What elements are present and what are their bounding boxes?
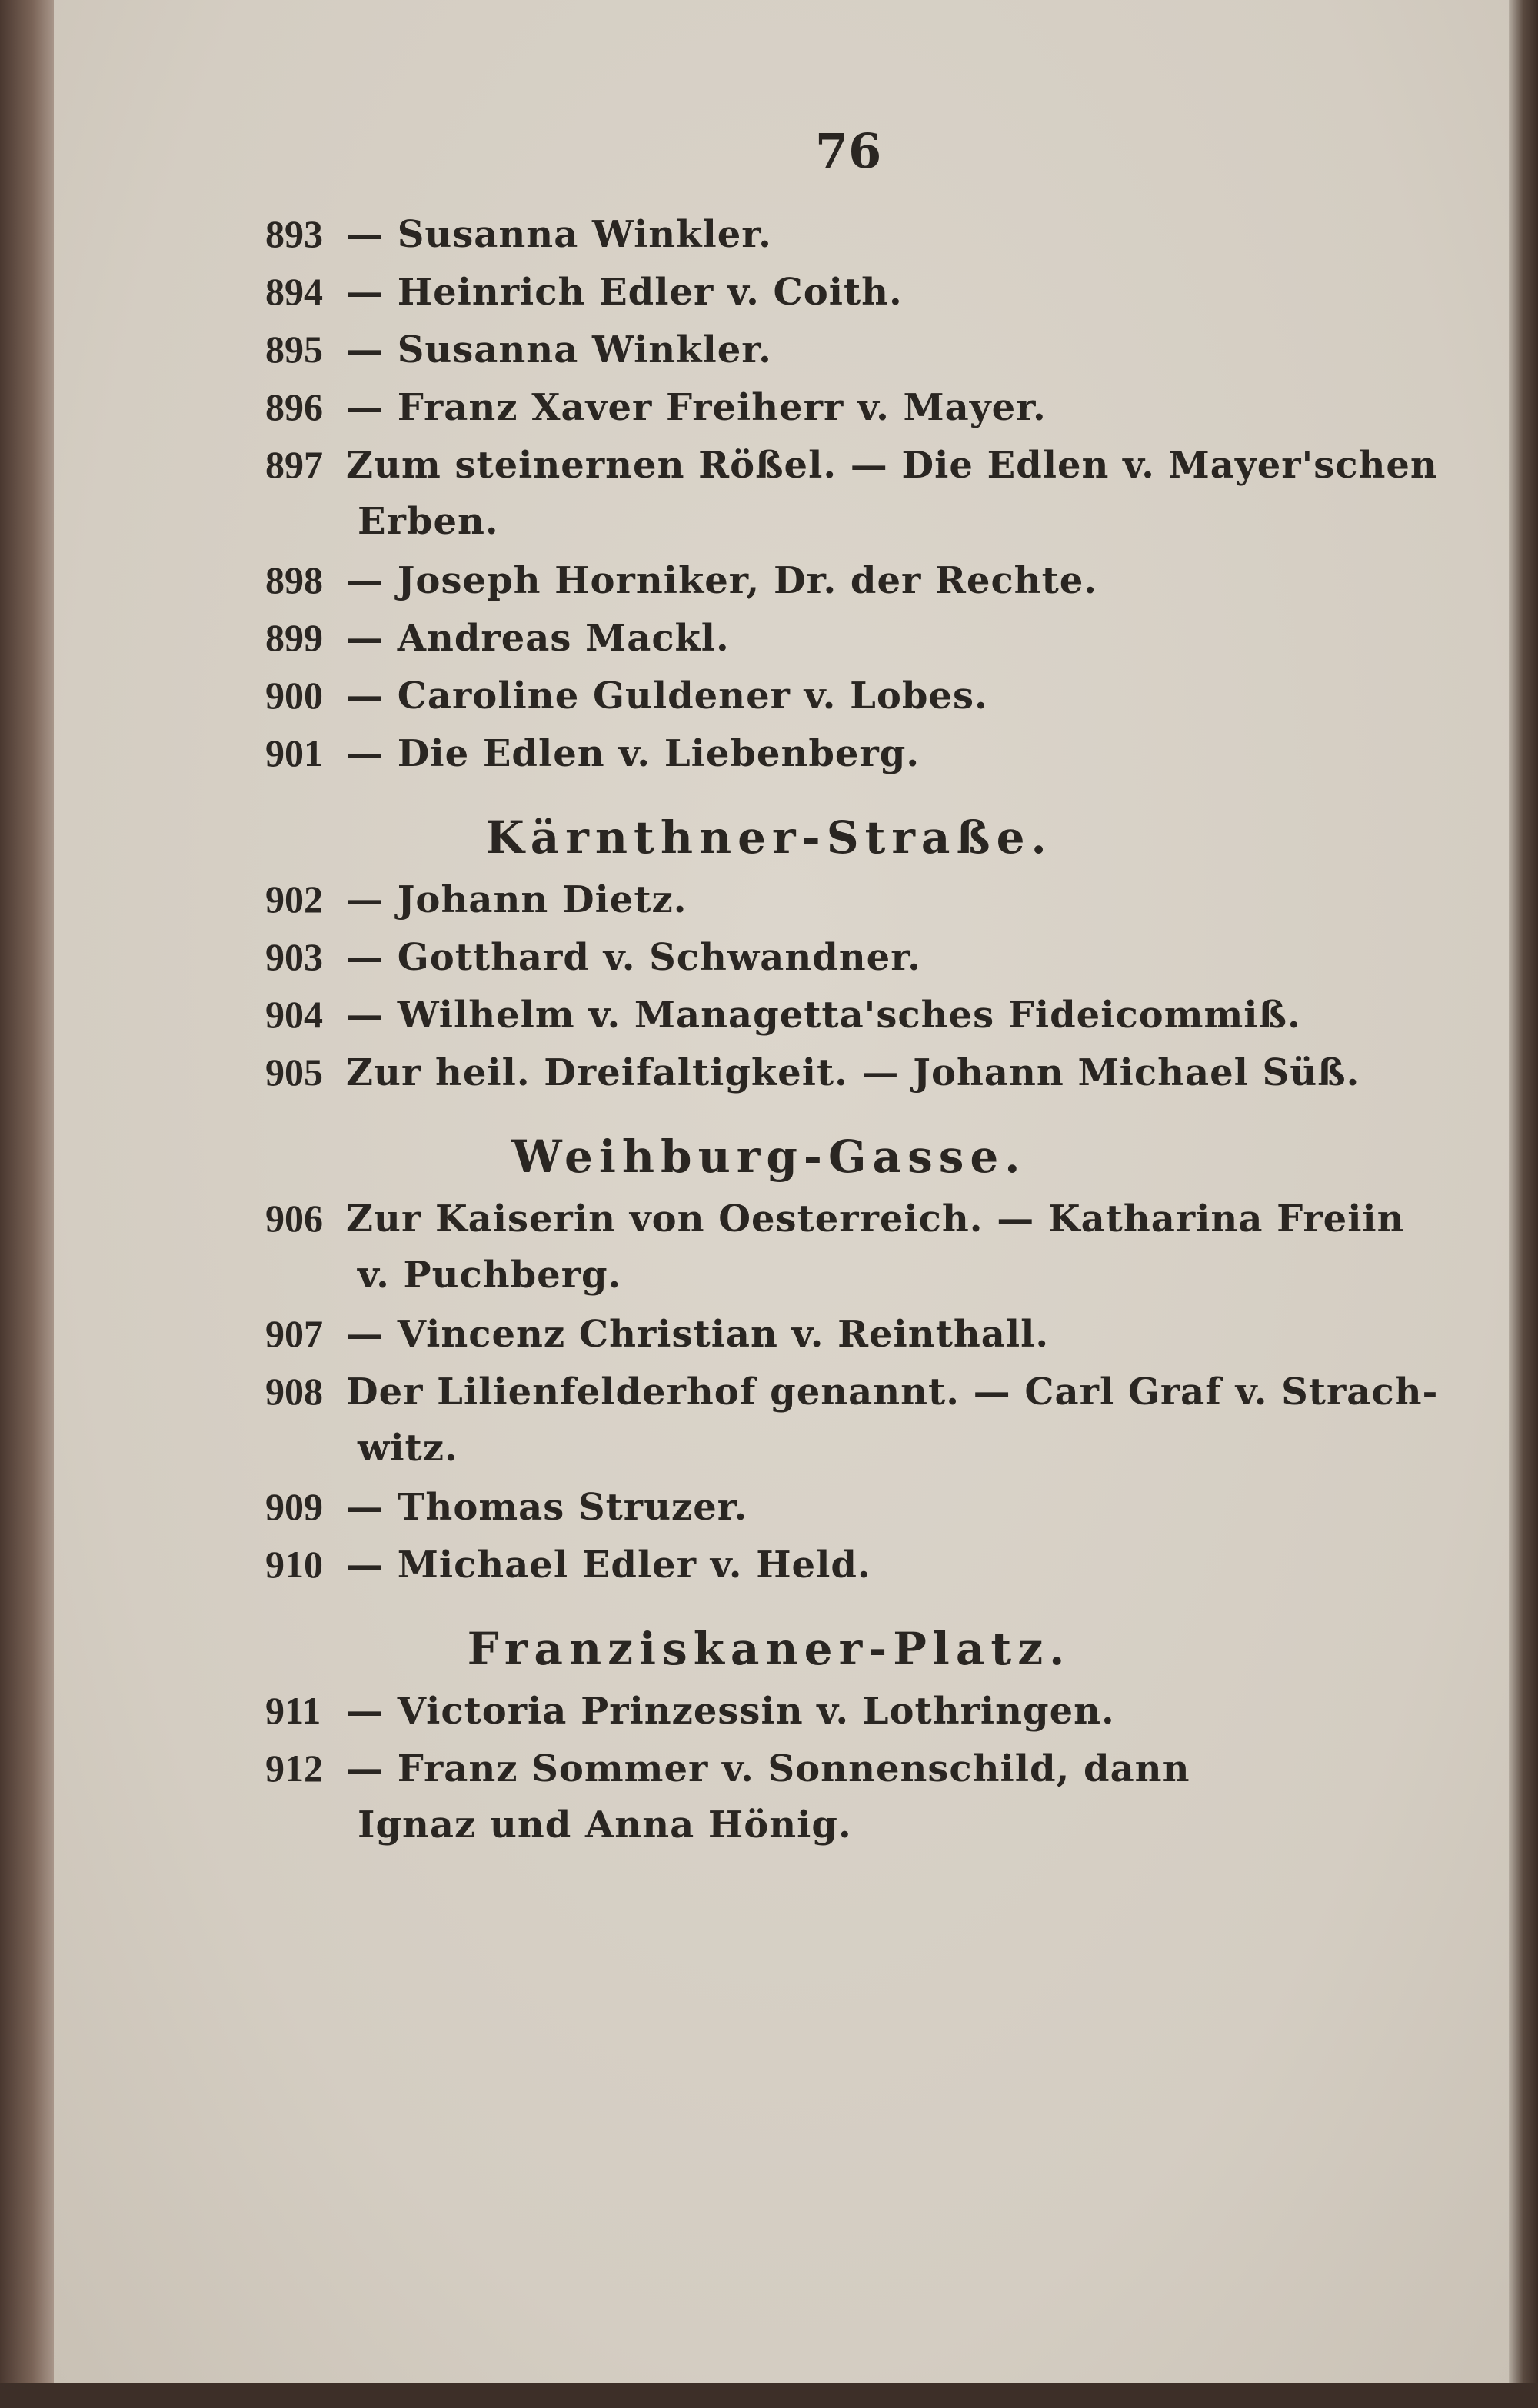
entry-text: Zur heil. Dreifaltigkeit. — Johann Michael Süß. [346, 1051, 1360, 1094]
book-spine-edge [0, 0, 54, 2408]
entry-text: Zur Kaiserin von Oesterreich. — Katharina Freiin [346, 1197, 1405, 1241]
entry-text: — Franz Sommer v. Sonnenschild, dann [346, 1747, 1190, 1790]
entry-row [265, 442, 1438, 487]
entry-row [265, 1746, 1190, 1790]
house-number: 908 [265, 1370, 323, 1413]
entry-row [265, 211, 772, 256]
section-heading: Weihburg-Gasse. [511, 1131, 1027, 1183]
house-number: 893 [265, 212, 323, 255]
entry-text: — Franz Xaver Freiherr v. Mayer. [346, 386, 1047, 429]
entry-row [265, 385, 1047, 429]
entry-row [265, 1050, 1360, 1094]
entry-text: — Thomas Struzer. [346, 1486, 748, 1529]
entry-text: — Vincenz Christian v. Reinthall. [346, 1313, 1050, 1356]
entry-text: Zum steinernen Rößel. — Die Edlen v. Mayer'schen [346, 444, 1438, 487]
entry-continuation: Erben. [358, 500, 499, 543]
house-number: 898 [265, 558, 323, 601]
house-number: 902 [265, 878, 323, 921]
entry-row [265, 992, 1301, 1037]
page-bottom-edge [0, 2383, 1538, 2408]
section-heading: Franziskaner-Platz. [467, 1623, 1071, 1675]
entry-text: — Susanna Winkler. [346, 213, 772, 256]
house-number: 910 [265, 1543, 323, 1586]
entry-row [265, 877, 687, 921]
entry-row [265, 731, 920, 775]
house-number: 896 [265, 385, 323, 428]
house-number: 906 [265, 1197, 323, 1240]
entry-text: — Andreas Mackl. [346, 617, 730, 660]
entry-row [265, 1542, 871, 1587]
entry-text: — Johann Dietz. [346, 878, 687, 921]
entry-text: — Wilhelm v. Managetta'sches Fideicommiß. [346, 994, 1301, 1037]
house-number: 903 [265, 935, 323, 978]
house-number: 901 [265, 731, 323, 774]
house-number: 907 [265, 1312, 323, 1355]
house-number: 899 [265, 616, 323, 659]
house-number: 911 [265, 1689, 321, 1732]
entry-row [265, 327, 772, 371]
entry-text: Der Lilienfelderhof genannt. — Carl Graf v. Strach- [346, 1371, 1439, 1414]
entry-text: — Heinrich Edler v. Coith. [346, 271, 903, 314]
entry-text: — Michael Edler v. Held. [346, 1544, 871, 1587]
entry-row [265, 1311, 1049, 1356]
entry-row [265, 673, 988, 718]
house-number: 895 [265, 328, 323, 371]
entry-text: — Die Edlen v. Liebenberg. [346, 732, 920, 775]
page-right-edge [1509, 0, 1538, 2408]
house-number: 894 [265, 270, 323, 313]
house-number: 897 [265, 443, 323, 486]
entry-text: — Victoria Prinzessin v. Lothringen. [346, 1690, 1115, 1733]
entry-continuation: v. Puchberg. [358, 1254, 622, 1297]
house-number: 900 [265, 674, 323, 717]
entry-text: — Joseph Horniker, Dr. der Rechte. [346, 559, 1097, 602]
entry-row [265, 615, 730, 660]
section-heading: Kärnthner-Straße. [485, 811, 1053, 864]
entry-row [265, 269, 903, 314]
entry-row [265, 1688, 1115, 1733]
entry-continuation: witz. [358, 1427, 458, 1470]
house-number: 905 [265, 1051, 323, 1094]
house-number: 912 [265, 1747, 323, 1790]
entry-text: — Caroline Guldener v. Lobes. [346, 674, 988, 718]
entry-text: — Susanna Winkler. [346, 328, 772, 371]
entry-row [265, 1369, 1438, 1414]
entry-text: — Gotthard v. Schwandner. [346, 936, 921, 979]
page-number: 76 [815, 123, 882, 179]
house-number: 904 [265, 993, 323, 1036]
entry-row [265, 1484, 747, 1529]
entry-row [265, 1196, 1405, 1241]
house-number: 909 [265, 1485, 323, 1528]
entry-continuation: Ignaz und Anna Hönig. [358, 1804, 852, 1847]
entry-row [265, 558, 1097, 602]
entry-row [265, 934, 921, 979]
